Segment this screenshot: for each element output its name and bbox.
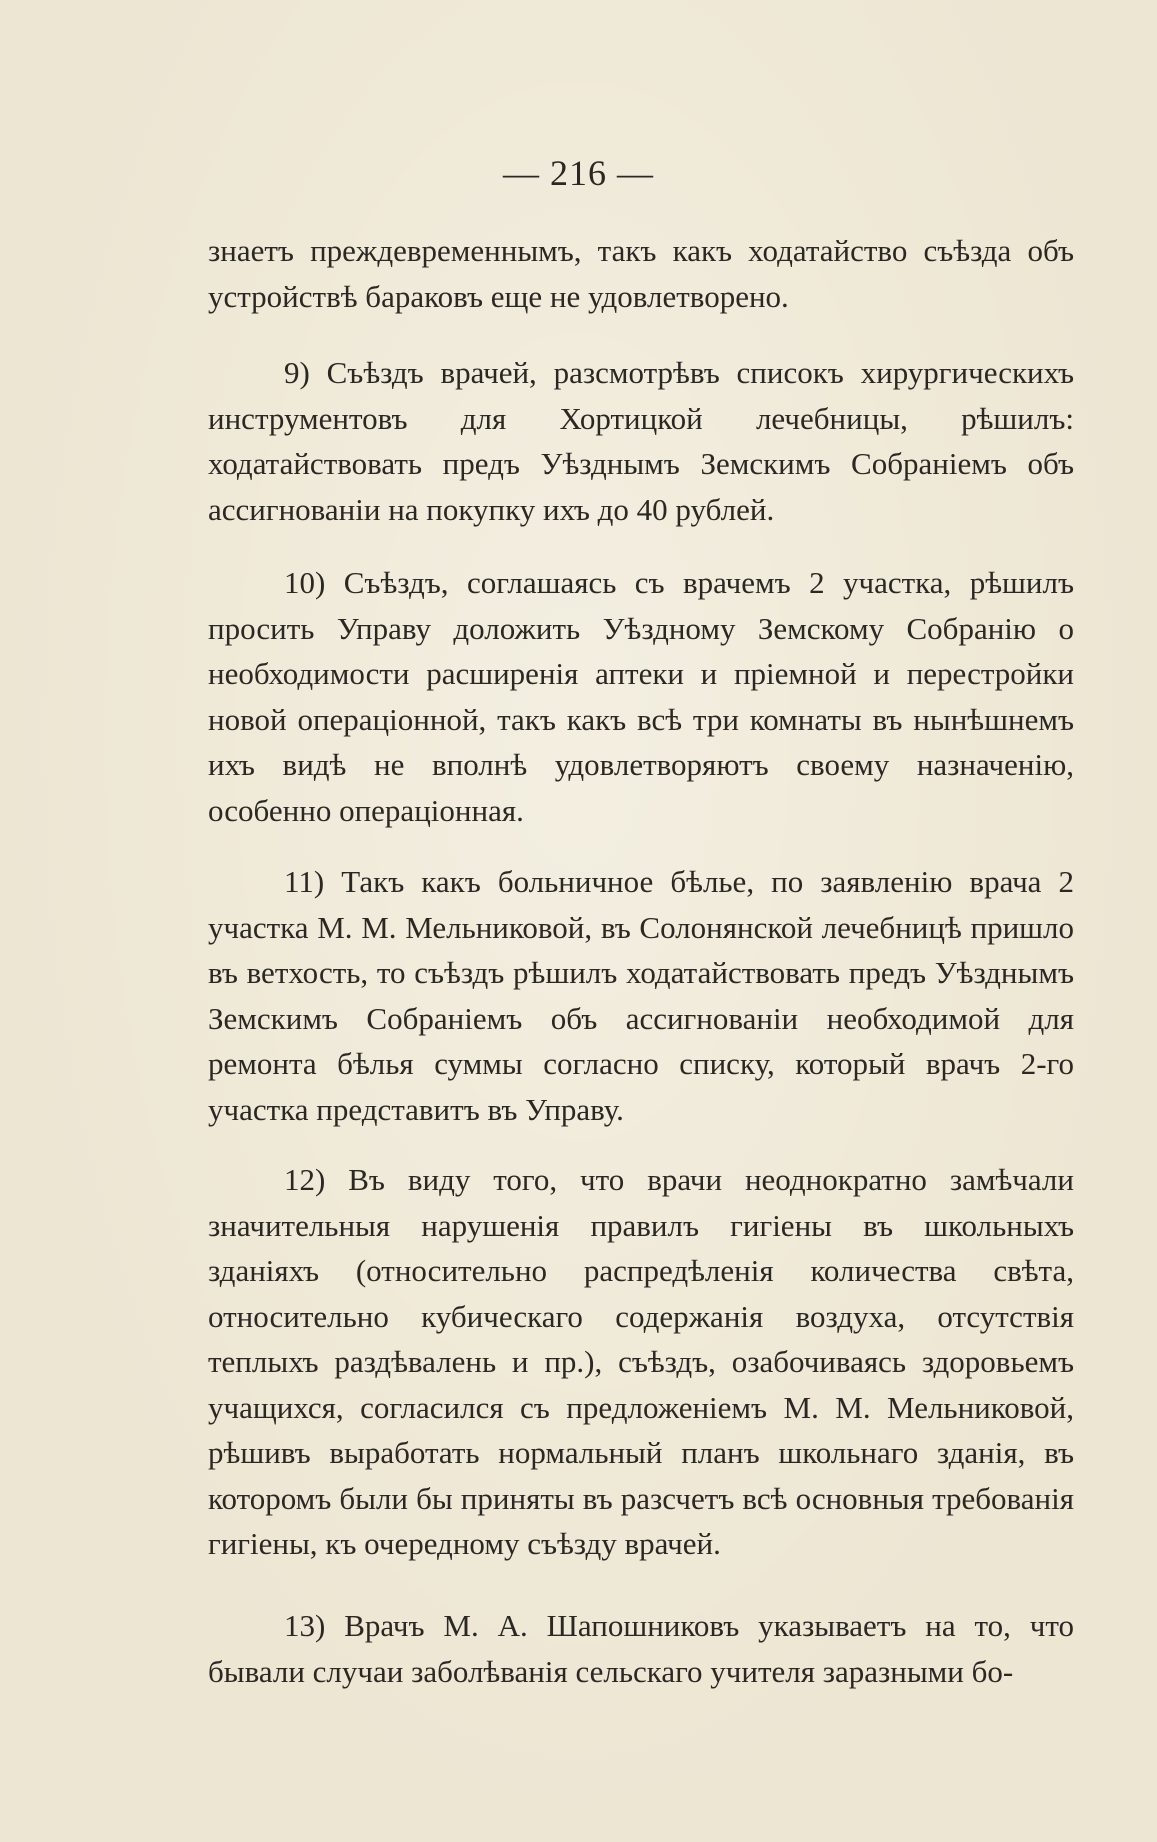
paragraph-text: 9) Съѣздъ врачей, разсмотрѣвъ списокъ хирургическихъ инструментовъ для Хортицкой лечебницы, рѣшилъ: ходатайствовать предъ Уѣзднымъ Земскимъ Собраніемъ объ ассигнованіи на покупку ихъ до 40 рублей. xyxy=(208,355,1074,527)
paragraph-item-9 xyxy=(208,350,1074,532)
paragraph-item-12 xyxy=(208,1157,1074,1567)
paragraph-item-13 xyxy=(208,1603,1074,1694)
paragraph-item-10 xyxy=(208,560,1074,833)
page-number: — 216 — xyxy=(503,153,654,193)
paragraph-text: 13) Врачъ М. А. Шапошниковъ указываетъ на то, что бывали случаи заболѣванія сельскаго учителя заразными бо- xyxy=(208,1608,1074,1689)
paragraph-item-11 xyxy=(208,859,1074,1132)
paragraph-text: 10) Съѣздъ, соглашаясь съ врачемъ 2 участка, рѣшилъ просить Управу доложить Уѣздному Земскому Собранію о необходимости расширенія аптеки и пріемной и перестройки новой операціонной, такъ какъ всѣ три комнаты въ нынѣшнемъ ихъ видѣ не вполнѣ удовлетворяютъ своему назначенію, особенно операціонная. xyxy=(208,565,1074,828)
paragraph-text: 12) Въ виду того, что врачи неоднократно замѣчали значительныя нарушенія правилъ гигіены въ школьныхъ зданіяхъ (относительно распредѣленія количества свѣта, относительно кубическаго содержанія воздуха, отсутствія теплыхъ раздѣвалень и пр.), съѣздъ, озабочиваясь здоровьемъ учащихся, согласился съ предложеніемъ М. М. Мельниковой, рѣшивъ выработать нормальный планъ школьнаго зданія, въ которомъ были бы приняты въ разсчетъ всѣ основныя требованія гигіены, къ очередному съѣзду врачей. xyxy=(208,1162,1074,1561)
paragraph-text: 11) Такъ какъ больничное бѣлье, по заявленію врача 2 участка М. М. Мельниковой, въ Солонянской лечебницѣ пришло въ ветхость, то съѣздъ рѣшилъ ходатайствовать предъ Уѣзднымъ Земскимъ Собраніемъ объ ассигнованіи необходимой для ремонта бѣлья суммы согласно списку, который врачъ 2-го участка представитъ въ Управу. xyxy=(208,864,1074,1127)
paragraph-text: знаетъ преждевременнымъ, такъ какъ ходатайство съѣзда объ устройствѣ бараковъ еще не удовлетворено. xyxy=(208,233,1074,314)
paragraph-continuation xyxy=(208,228,1074,319)
